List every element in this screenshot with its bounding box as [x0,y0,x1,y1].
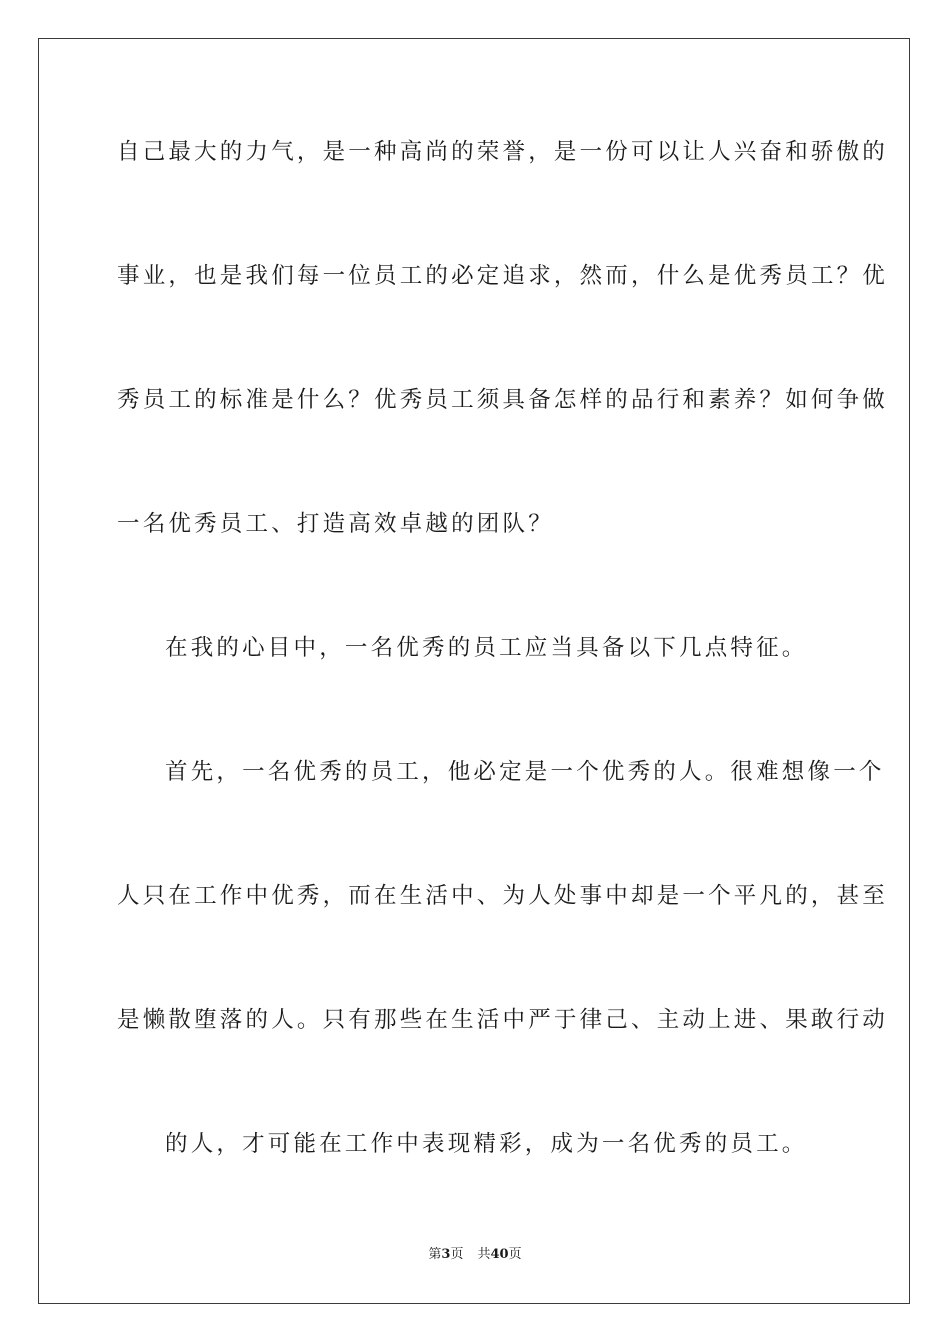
body-line-2: 事业，也是我们每一位员工的必定追求，然而，什么是优秀员工？优 [117,263,889,289]
total-pages: 40 [490,1247,509,1262]
body-line-6: 首先，一名优秀的员工，他必定是一个优秀的人。很难想像一个 [165,759,885,785]
page-suffix: 页 [450,1247,464,1262]
page-frame [38,38,910,1304]
body-line-3: 秀员工的标准是什么？优秀员工须具备怎样的品行和素养？如何争做 [117,387,889,413]
body-line-8: 是懒散堕落的人。只有那些在生活中严于律己、主动上进、果敢行动 [117,1007,889,1033]
page-prefix: 第 [428,1247,442,1262]
body-line-9: 的人，才可能在工作中表现精彩，成为一名优秀的员工。 [165,1131,808,1157]
body-line-4: 一名优秀员工、打造高效卓越的团队？ [117,511,554,537]
total-suffix: 页 [508,1247,522,1262]
page-footer [0,1246,950,1264]
page-number: 3 [441,1247,451,1262]
body-line-1: 自己最大的力气，是一种高尚的荣誉，是一份可以让人兴奋和骄傲的 [117,139,889,165]
body-line-7: 人只在工作中优秀，而在生活中、为人处事中却是一个平凡的，甚至 [117,883,889,909]
total-prefix: 共 [477,1247,491,1262]
body-line-5: 在我的心目中，一名优秀的员工应当具备以下几点特征。 [165,635,808,661]
